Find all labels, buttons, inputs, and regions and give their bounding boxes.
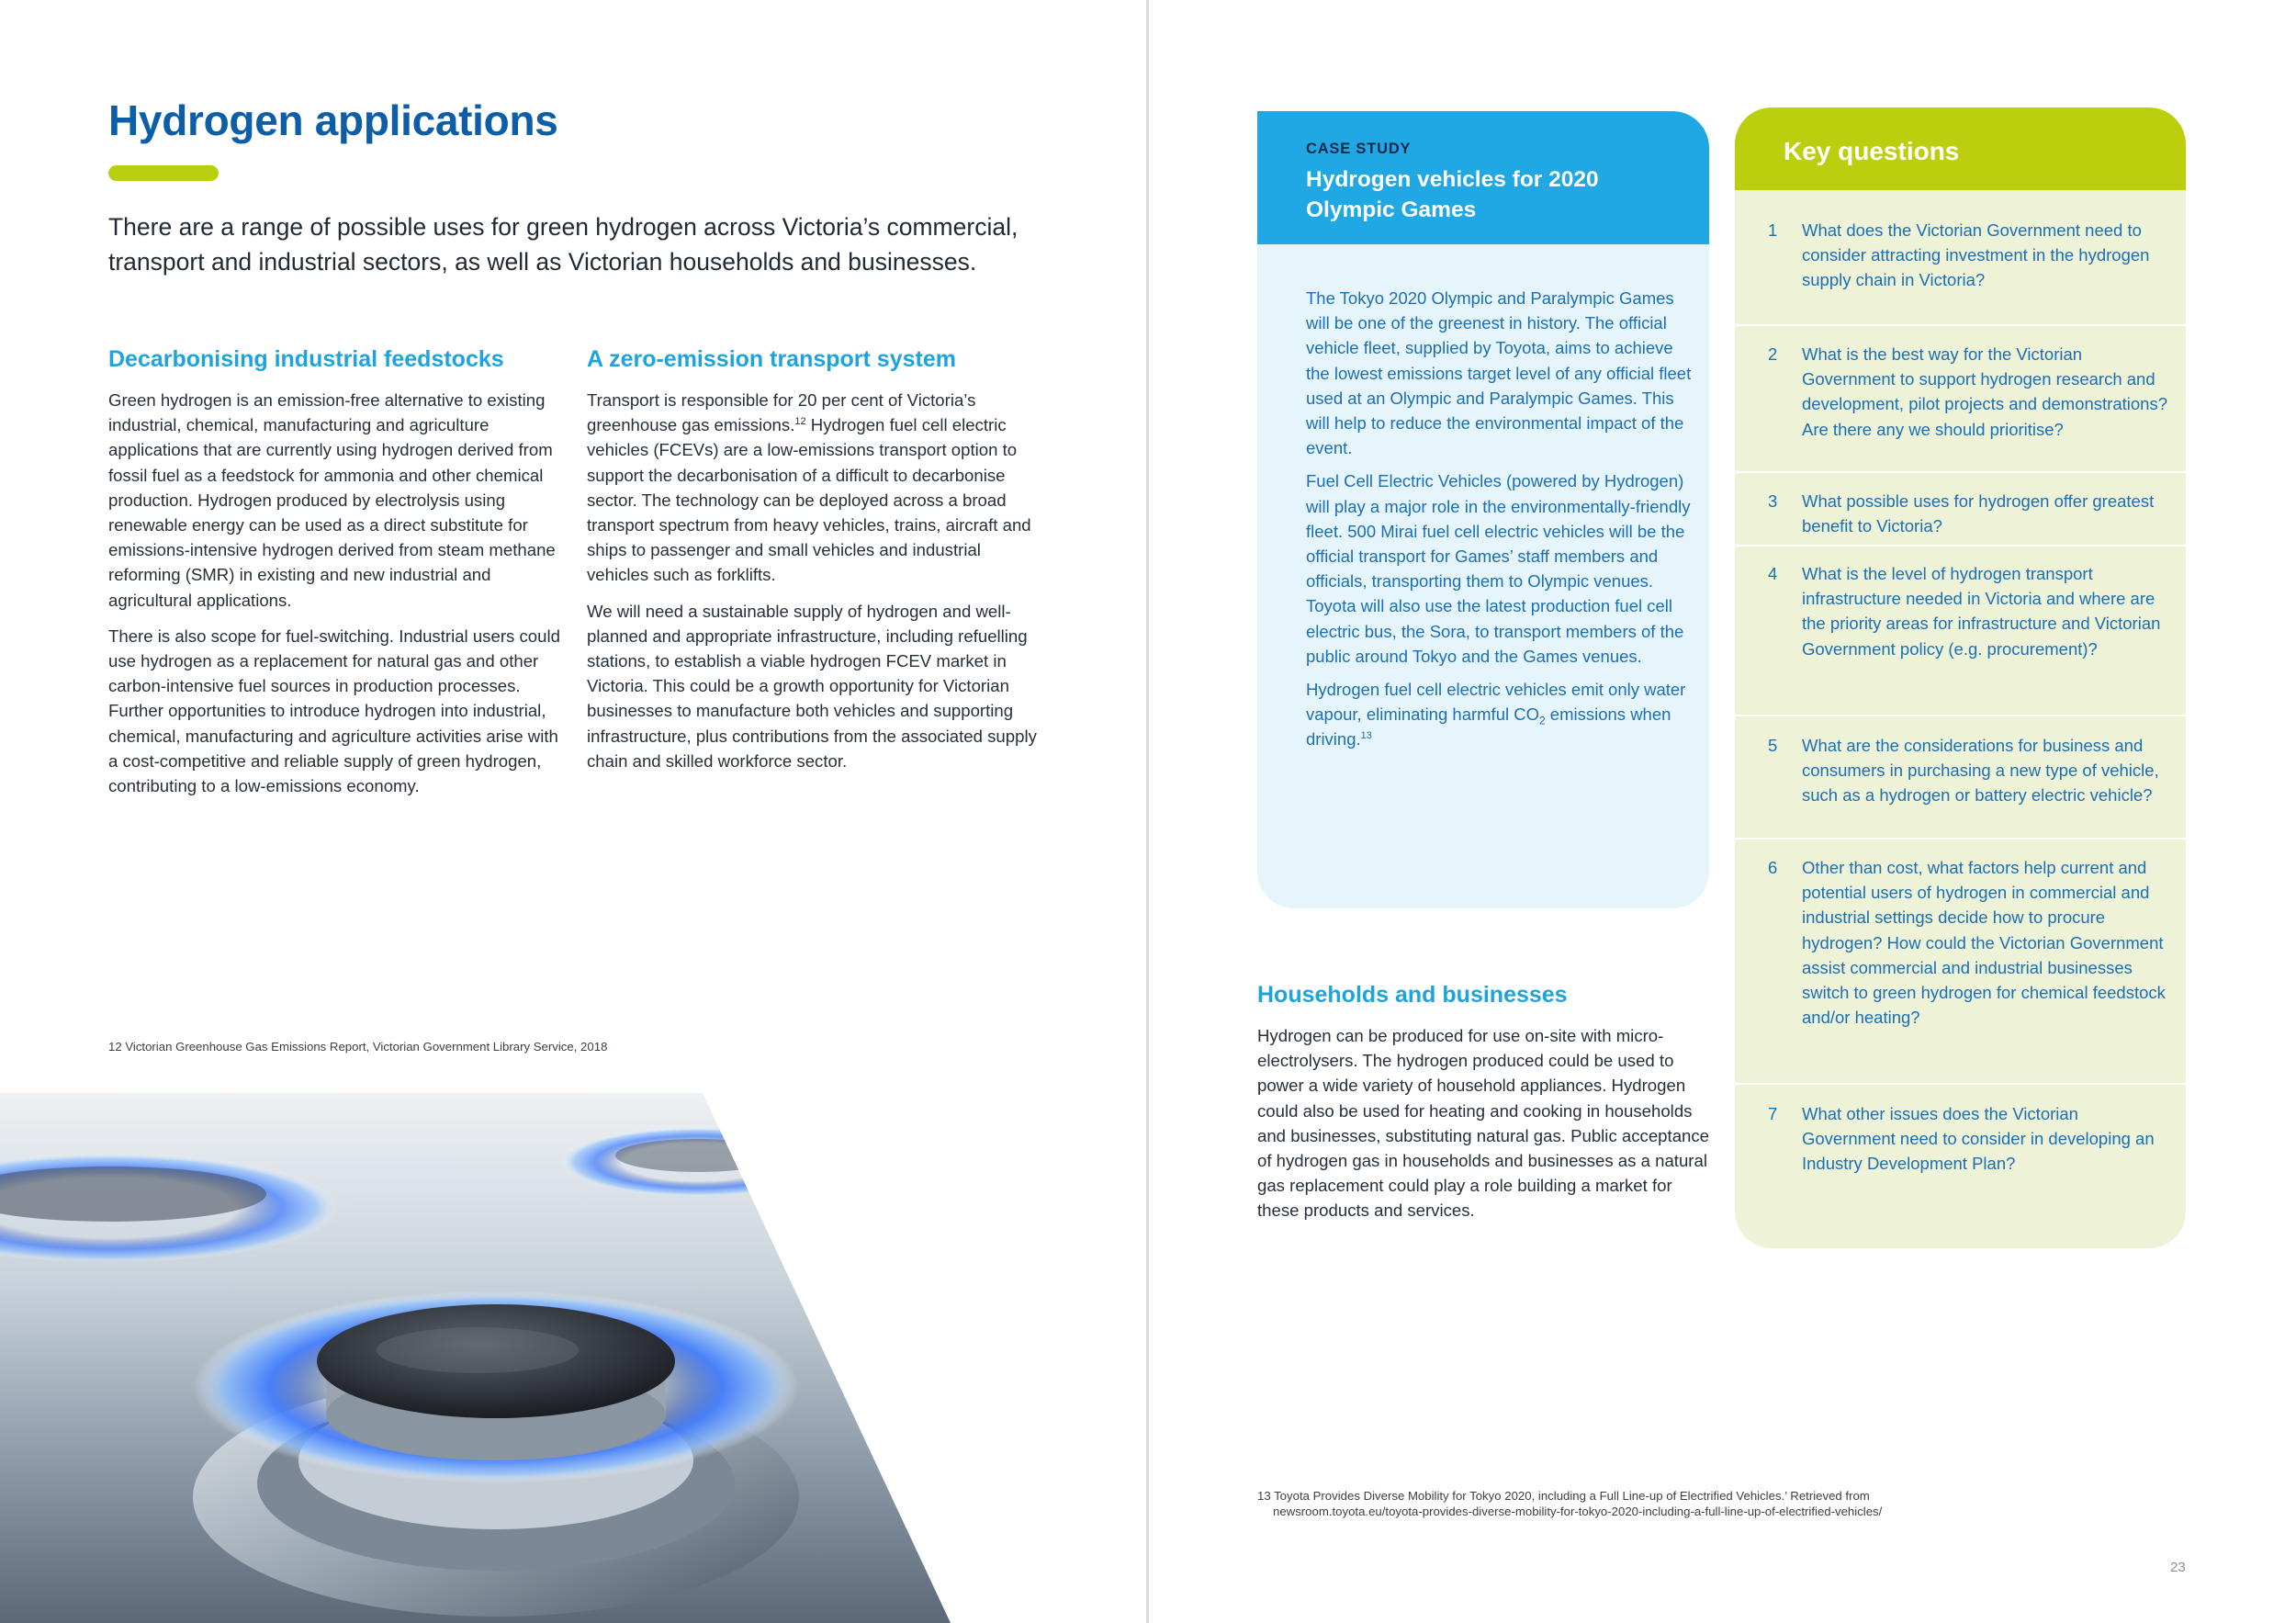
section-zero-emission-transport <box>587 344 1041 773</box>
paragraph: Green hydrogen is an emission-free alternative to existing industrial, chemical, manufacturing and agriculture applications that are currently using hydrogen derived from fossil fuel as a feedstock for ammonia and other chemical production. Hydrogen produced by electrolysis using renewable energy can be used as a direct substitute for emissions-intensive hydrogen derived from steam methane reforming (SMR) in existing and new industrial and agricultural applications. <box>108 390 556 610</box>
footnote <box>1257 1488 2176 1519</box>
question-number: 2 <box>1768 344 1778 364</box>
paragraph-text: Hydrogen fuel cell electric vehicles emit only water vapour, eliminating harmful CO <box>1306 680 1686 725</box>
question-number: 3 <box>1768 491 1778 511</box>
question-text: What does the Victorian Government need to consider attracting investment in the hydrogen supply chain in Victoria? <box>1802 220 2150 290</box>
right-page <box>1149 0 2296 1623</box>
footnote-ref[interactable]: 13 <box>1360 730 1372 742</box>
section-households-businesses <box>1257 979 1716 1223</box>
key-questions-title: Key questions <box>1784 137 1960 165</box>
title-accent-bar <box>108 165 219 181</box>
question-text: Other than cost, what factors help current and potential users of hydrogen in commercial and industrial settings decide how to procure hydrogen? How could the Victorian Government assist commercial and industrial businesses switch to green hydrogen for chemical feedstock and/or heating? <box>1802 858 2166 1028</box>
question-number: 4 <box>1768 564 1778 583</box>
subscript: 2 <box>1538 714 1546 727</box>
paragraph <box>587 388 1041 588</box>
question-number: 1 <box>1768 220 1778 240</box>
key-question-item <box>1735 489 2186 547</box>
page-title: Hydrogen applications <box>108 96 558 144</box>
case-study-kicker: CASE STUDY <box>1306 141 1412 157</box>
question-text: What possible uses for hydrogen offer greatest benefit to Victoria? <box>1802 491 2155 536</box>
section-body <box>108 388 563 798</box>
key-questions-list <box>1735 190 2186 1248</box>
footnote: 12 Victorian Greenhouse Gas Emissions Report, Victorian Government Library Service, 2018 <box>108 1040 608 1054</box>
paragraph-text: emissions when driving. <box>1306 704 1671 750</box>
key-question-item <box>1735 733 2186 840</box>
key-questions-panel <box>1735 107 2186 1248</box>
question-text: What are the considerations for business and consumers in purchasing a new type of vehicle, such as a hydrogen or battery electric vehicle? <box>1802 736 2159 806</box>
section-heading: A zero-emission transport system <box>587 346 956 372</box>
key-question-item <box>1735 855 2186 1085</box>
intro-paragraph: There are a range of possible uses for green hydrogen across Victoria’s commercial, transport and industrial sectors, as well as Victorian households and businesses. <box>108 213 1019 276</box>
case-study-header <box>1257 111 1709 244</box>
question-number: 6 <box>1768 858 1778 877</box>
left-page <box>0 0 1146 1623</box>
paragraph: The Tokyo 2020 Olympic and Paralympic Games will be one of the greenest in history. The official vehicle fleet, supplied by Toyota, aims to achieve the lowest emissions target level of any official fleet used at an Olympic and Paralympic Games. This will help to reduce the environmental impact of the event. <box>1306 288 1692 458</box>
footnote-ref[interactable]: 12 <box>794 416 806 428</box>
page-number: 23 <box>2170 1560 2186 1575</box>
paragraph: Fuel Cell Electric Vehicles (powered by Hydrogen) will play a major role in the environmentally-friendly fleet. 500 Mirai fuel cell electric vehicles will be the official transport for Games’ staff members and officials, transporting them to Olympic venues. Toyota will also use the latest production fuel cell electric bus, the Sora, to transport members of the public around Tokyo and the Games venues. <box>1306 471 1691 666</box>
footnote-url[interactable]: newsroom.toyota.eu/toyota-provides-diverse-mobility-for-tokyo-2020-including-a-full-line-up-of-electrified-vehicles/ <box>1273 1505 1883 1518</box>
gas-stove-burner-photo <box>0 1093 951 1623</box>
section-heading: Households and businesses <box>1257 982 1568 1008</box>
question-number: 7 <box>1768 1104 1778 1123</box>
section-body: Hydrogen can be produced for use on-site with micro-electrolysers. The hydrogen produced could be used to power a wide variety of household appliances. Hydrogen could also be used for heating and cooking in households and businesses, substituting natural gas. Public acceptance of hydrogen gas in households and businesses as a natural gas replacement could play a role building a market for these products and services. <box>1257 1026 1710 1221</box>
section-body <box>587 388 1041 773</box>
section-heading: Decarbonising industrial feedstocks <box>108 346 504 372</box>
question-number: 5 <box>1768 736 1778 755</box>
key-question-item <box>1735 218 2186 326</box>
case-study-body <box>1257 244 1709 908</box>
question-text: What other issues does the Victorian Government need to consider in developing an Industry Development Plan? <box>1802 1104 2155 1174</box>
footnote-line: 13 Toyota Provides Diverse Mobility for Tokyo 2020, including a Full Line-up of Electrified Vehicles.’ Retrieved from <box>1257 1489 1870 1503</box>
key-question-item <box>1735 561 2186 716</box>
question-text: What is the level of hydrogen transport infrastructure needed in Victoria and where are the priority areas for infrastructure and Victorian Government policy (e.g. procurement)? <box>1802 564 2161 659</box>
case-study-panel <box>1257 111 1709 908</box>
key-questions-header <box>1735 107 2186 190</box>
section-decarbonising-feedstocks <box>108 344 563 798</box>
paragraph-text: Transport is responsible for 20 per cent of Victoria’s greenhouse gas emissions. <box>587 390 976 435</box>
case-study-title: Hydrogen vehicles for 2020 Olympic Games <box>1306 167 1599 222</box>
key-question-item <box>1735 1101 2186 1212</box>
question-text: What is the best way for the Victorian Government to support hydrogen research and development, pilot projects and demonstrations? Are there any we should prioritise? <box>1802 344 2167 439</box>
paragraph-text: Hydrogen fuel cell electric vehicles (FCEVs) are a low-emissions transport option to support the decarbonisation of a difficult to decarbonise sector. The technology can be deployed across a broad transport spectrum from heavy vehicles, trains, aircraft and ships to passenger and small vehicles and industrial vehicles such as forklifts. <box>587 415 1031 585</box>
burner-illustration <box>0 1093 951 1623</box>
paragraph <box>1306 677 1692 752</box>
paragraph: We will need a sustainable supply of hydrogen and well-planned and appropriate infrastructure, including refuelling stations, to establish a viable hydrogen FCEV market in Victoria. This could be a growth opportunity for Victorian businesses to manufacture both vehicles and supporting infrastructure, plus contributions from the associated supply chain and skilled workforce sector. <box>587 601 1037 771</box>
case-study-text <box>1306 286 1692 752</box>
key-question-item <box>1735 342 2186 473</box>
paragraph: There is also scope for fuel-switching. Industrial users could use hydrogen as a replacement for natural gas and other carbon-intensive fuel sources in production processes. Further opportunities to introduce hydrogen into industrial, chemical, manufacturing and agriculture activities arise with a cost-competitive and reliable supply of green hydrogen, contributing to a low-emissions economy. <box>108 626 560 796</box>
